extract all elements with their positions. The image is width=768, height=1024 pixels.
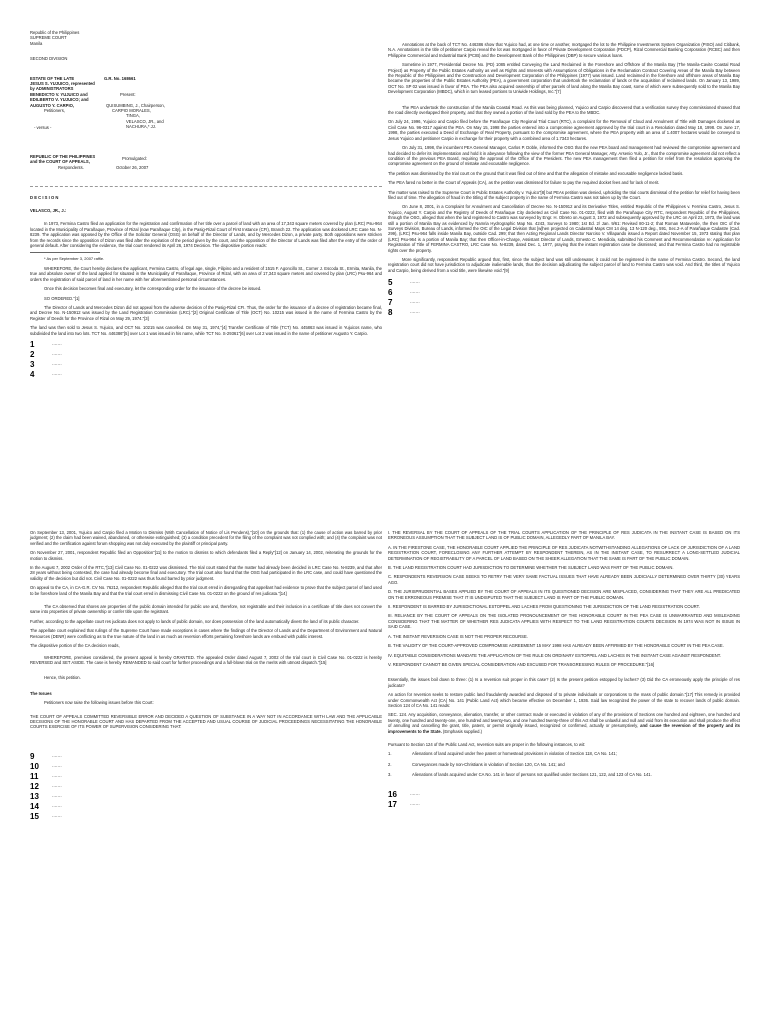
footnote-marker: 12 ....... [30,782,62,792]
issue-item: IV. EQUITABLE CONSIDERATIONS MANDATE THE APPLICATION OF THE RULE ON ORDINARY ESTOPPEL AND LACHES IN THE INSTANT CASE AGAINST RESPONDENT. [388,652,722,658]
footnote-marker: 6 ....... [388,287,420,297]
page-2: Annotations at the back of TCT No. 446386 show that Yujuico had, at one time or another, mortgaged the lot to the Philippine Investments System Organization (PISO) and Citibank, N.A. Annotations in the title of petitioner Carpio reveal the lot was mortgaged in favor of Private Development Corporation (PDCP), Rizal Commercial Banking Corporation (RCBC) and then Philippine Commercial and Industrial Bank (PCIB) and the Development Bank of the Philippines (DBP) to secure various loans. Sometime in 1977, Presidential Decree No. (PD) 1085 entitled Conveying the Land Reclaimed in the Foreshore and Offshore of the Manila Bay (The Manila-Cavite Coastal Road Project) as Property of the Public Estates Authority as well as Rights and Interests with Assumptions of Obligations in the Reclamation Contract Covering Areas of the Manila Bay between the Republic of the Philippines and the Construction and Development Corporation of the Philippines (1977) was issued. Land reclaimed in the foreshore and offshore areas of Manila Bay became the properties of the Public Estates Authority (PEA), a government corporation that undertook the reclamation of lands or the acquisition of reclaimed lands. On January 13, 1989, OCT No. SP 02 was issued in favor of PEA. The PEA also acquired ownership of other parcels of land along the Manila Bay coast, some of which were subsequently sold to the Manila Bay Development Corporation (MBDC), which in turn leased portions to Uniwide Holdings, Inc."[7] The PEA undertook the construction of the Manila Coastal Road. As this was being planned, Yujuico and Carpio discovered that a verification survey they commissioned showed that the road directly overlapped their property, and that they owned a portion of the land sold by the PEA to the MBDC. On July 24, 1996, Yujuico and Carpio filed before the Parañaque City Regional Trial Court (RTC), a complaint for the Removal of Cloud and Annulment of Title with Damages docketed as Civil Case No. 96-0317 against the PEA. On May 15, 1998 the parties entered into a compromise agreement approved by the trial court in a Resolution dated May 18, 1998. On June 17, 1998, the parties executed a Deed of Exchange of Real Property, pursuant to the compromise agreement, where the PEA property with an area of 1.4007 hectares would be conveyed to Jesus Yujuico and petitioner Carpio in exchange for their property with a combined area of 1.7343 hectares. On July 31, 1998, the incumbent PEA General Manager, Carlos P. Doble, informed the OSG that the new PEA board and management had reviewed the compromise agreement and had decided to defer its implementation and hold it in abeyance following the view of the former PEA General Manager, Atty. Arsenio Yulo, Jr., that the compromise agreement did not reflect a condition of the previous PEA Board, requiring the approval of the Office of the President. The new PEA management then filed a petition for relief from the resolution approving the compromise agreement on the ground of mistake and excusable negligence. The petition was dismissed by the trial court on the ground that it was filed out of time and that the allegation of mistake and excusable negligence lacked basis. The PEA fared no better in the Court of Appeals (CA), as the petition was dismissed for failure to pay the required docket fees and for lack of merit. The matter was raised to the Supreme Court in Public Estates Authority v. Yujuico"[8] but PEAs petition was denied, upholding the trial courts dismissal of the petition for relief for having been filed out of time. The allegation of fraud in the titling of the subject property in the name of Fermina Castro was not taken up by the Court. On June 8, 2001, in a Complaint for Annulment and Cancellation of Decree No. N-150912 and its Derivative Titles, entitled Republic of the Philippines v. Fermina Castro, Jesus S. Yujuico, August Y. Carpio and the Registry of Deeds of Parañaque City docketed as Civil Case No. 01-0222, filed with the Parañaque City RTC, respondent Republic of the Philippines, through the OSG, alleged that when the land registered to Castro was surveyed by Engr. H. Obreto on August 3, 1972 and subsequently approved by the LRC on April 23, 1973, the land was still a portion of Manila Bay as evidenced by Namria Hydrographic Map No. 4243, Surveys to 1980; 1st Ed. 2/ Jan. 9/61: Revised 80-11-2; that Roman Mataverde, the then OIC of the Surveys Division, Bureau of Lands, informed the OIC of the Legal Division that [w]hen projected on Cadastral Maps CM 14 deg. 13 N-120 deg., 591, Sec.2-A of Parañaque Cadastre (Cad. 299), (LRC) Psu-964 falls inside Manila Bay, outside Cad. 299; that then Acting Regional Lands Director Narciso V. Villapando issued a Report dated November 15, 1973 stating that plan (LRC) Psu-964 is a portion of Manila Bay; that then Officer-in-Charge, Assistant Director of Lands, Ernesto C. Mendiola, submitted his Comment and Recommendation re: Application for Registration of Title of FERMINA CASTRO, LRC Case No. N-8239, dated Dec. 1, 1977, praying that the instant registration case be dismissed; and that Fermina Castro had no registrable rights over the property. More significantly, respondent Republic argued that, first, since the subject land was still underwater, it could not be registered in the name of Fermina Castro. Second, the land registration court did not have jurisdiction to adjudicate inalienable lands, thus the decision adjudicating the subject parcel of land to Fermina Castro was void. And third, the titles of Yujuico and Carpio, being derived from a void title, were likewise void."[9] 5 ....... 6 ....... 7 ....... 8 ....... [388,42,740,317]
footnote-marker: 10 ....... [30,762,62,772]
footnote-marker: 14 ....... [30,802,62,812]
page-4: I. THE REVERSAL BY THE COURT OF APPEALS OF THE TRIAL COURTS APPLICATION OF THE PRINCIPLE OF RES JUDICATA IN THE INSTANT CASE IS BASED ON ITS ERRONEOUS ASSUMPTION THAT THE SUBJECT LAND IS OF PUBLIC DOMAIN, ALLEGEDLY PART OF MANILA BAY. A. IN THE FIRESTONE CASE, THE HONORABLE COURT APPLIED THE PRINCIPLE OF RES JUDICATA NOTWITHSTANDING ALLEGATIONS OF LACK OF JURISDICTION OF A LAND REGISTRATION COURT, FORECLOSING ANY FURTHER ATTEMPT BY RESPONDENT THEREIN, AS IN THE INSTANT CASE, TO RESURRECT A LONG-SETTLED JUDICIAL DETERMINATION OF REGISTRABILITY OF A PARCEL OF LAND BASED ON THE SHEER ALLEGATION THAT THE SAME IS PART OF THE PUBLIC DOMAIN. B. THE LAND REGISTRATION COURT HAD JURISDICTION TO DETERMINE WHETHER THE SUBJECT LAND WAS PART OF THE PUBLIC DOMAIN. C. RESPONDENTS REVERSION CASE SEEKS TO RETRY THE VERY SAME FACTUAL ISSUES THAT HAVE ALREADY BEEN JUDICIALLY DETERMINED OVER THIRTY (30) YEARS AGO. D. THE JURISPRUDENTIAL BASES APPLIED BY THE COURT OF APPEALS IN ITS QUESTIONED DECISION ARE MISPLACED, CONSIDERING THAT THEY ARE ALL PREDICATED ON THE ERRONEOUS PREMISE THAT IT IS UNDISPUTED THAT THE SUBJECT LAND IS PART OF THE PUBLIC DOMAIN. II. RESPONDENT IS BARRED BY JURISDICTIONAL ESTOPPEL AND LACHES FROM QUESTIONING THE JURISDICTION OF THE LAND REGISTRATION COURT. III. RELIANCE BY THE COURT OF APPEALS ON THE ISOLATED PRONOUNCEMENT OF THE HONORABLE COURT IN THE PEA CASE IS UNWARRANTED AND MISLEADING CONSIDERING THAT THE MATTER OF WHETHER RES JUDICATA APPLIES WITH RESPECT TO THE LAND REGISTRATION COURTS DECISION IN 1974 WAS NOT IN ISSUE IN SAID CASE. A. THE INSTANT REVERSION CASE IS NOT THE PROPER RECOURSE. B. THE VALIDITY OF THE COURT-APPROVED COMPROMISE AGREEMENT 15 MAY 1998 HAS ALREADY BEEN AFFIRMED BY THE HONORABLE COURT IN THE PEA CASE. IV. EQUITABLE CONSIDERATIONS MANDATE THE APPLICATION OF THE RULE ON ORDINARY ESTOPPEL AND LACHES IN THE INSTANT CASE AGAINST RESPONDENT. V. RESPONDENT CANNOT BE GIVEN SPECIAL CONSIDERATION AND EXCUSED FOR TRANSGRESSING RULES OF PROCEDURE."[16] Essentially, the issues boil down to three: (1) Is a reversion suit proper in this case? (2) Is the present petition estopped by laches? (3) Did the CA erroneously apply the principle of res judicata? An action for reversion seeks to restore public land fraudulently awarded and disposed of to private individuals or corporations to the mass of public domain."[17] This remedy is provided under Commonwealth Act (CA) No. 141 (Public Land Act) which became effective on December 1, 1936. Said law recognized the power of the state to recover lands of public domain. Section 124 of CA No. 141 reads: SEC. 124. Any acquisition, conveyance, alienation, transfer, or other contract made or executed in violation of any of the provisions of Sections one hundred and eighteen, one hundred and twenty, one hundred and twenty-one, one hundred and twenty-two, and one hundred twenty-three of this Act shall be unlawful and null and void from its execution and shall produce the effect of annulling and cancelling the grant, title, patent, or permit originally issued, recognized or confirmed, actually or presumptively, and cause the reversion of the property and its improvements to the State. (Emphasis supplied.) Pursuant to Section 124 of the Public Land Act, reversion suits are proper in the following instances, to wit: 1. Alienations of land acquired under free patent or homestead provisions in violation of Section 118, CA No. 141; 2. Conveyances made by non-Christians in violation of Section 120, CA No. 141; and 3. Alienations of lands acquired under CA No. 141 in favor of persons not qualified under Sections 121, 122, and 123 of CA No. 141. 16 ....... 17 ....... [388,530,741,809]
footnote-marker: 17 ....... [388,799,420,809]
issue-item: C. RESPONDENTS REVERSION CASE SEEKS TO RETRY THE VERY SAME FACTUAL ISSUES THAT HAVE ALREADY BEEN JUDICIALLY DETERMINED OVER THIRTY (30) YEARS AGO. [388,574,740,585]
footnote-list [388,277,740,317]
section-124: SEC. 124. Any acquisition, conveyance, alienation, transfer, or other contract made or executed in violation of any of the provisions of Sections one hundred and eighteen, one hundred and twenty, one hundred and twenty-one, one hundred and twenty-two, and one hundred twenty-three of this Act shall be unlawful and null and void from its execution and shall produce the effect of annulling and cancelling the grant, title, patent, or permit originally issued, recognized or confirmed, actually or presumptively, and cause the reversion of the property and its improvements to the State. (Emphasis supplied.) [388,712,741,734]
issues-heading: The Issues [30,690,52,696]
footnote-marker: 7 ....... [388,297,420,307]
case-caption: ESTATE OF THE LATE JESUS S. YUJUICO, represented by ADMINISTRATORS BENEDICTO V. YUJUICO and EDILBERTO V. YUJUICO; and AUGUSTO Y. CARPIO, G.R. No. 168661 Present: QUISUMBING, J., Chairperson, CARPIO MORALES, TINGA, VELASCO, JR., and NACHURA,* JJ. Petitioners, - versus - [30,75,165,130]
footnote-marker: 3 ....... [30,360,62,370]
footnote-marker: 13 ....... [30,792,62,802]
promulgation-date: October 26, 2007 [116,164,149,170]
decision-heading: D E C I S I O N [30,194,59,200]
footnote-marker: 2 ....... [30,350,62,360]
footnote-star: * As per September 3, 2007 raffle. [44,256,105,262]
footnote-marker: 4 ....... [30,370,62,380]
court-header: Republic of the Philippines SUPREME COURT Manila [30,30,80,46]
issue-item: III. RELIANCE BY THE COURT OF APPEALS ON THE ISOLATED PRONOUNCEMENT OF THE HONORABLE COURT IN THE PEA CASE IS UNWARRANTED AND MISLEADING CONSIDERING THAT THE MATTER OF WHETHER RES JUDICATA APPLIES WITH RESPECT TO THE LAND REGISTRATION COURTS DECISION IN 1974 WAS NOT IN ISSUE IN SAID CASE. [388,613,740,630]
issue-item: A. THE INSTANT REVERSION CASE IS NOT THE PROPER RECOURSE. [388,633,528,639]
issue-item: V. RESPONDENT CANNOT BE GIVEN SPECIAL CONSIDERATION AND EXCUSED FOR TRANSGRESSING RULES OF PROCEDURE."[16] [388,661,655,667]
issue-item: I. THE REVERSAL BY THE COURT OF APPEALS OF THE TRIAL COURTS APPLICATION OF THE PRINCIPLE OF RES JUDICATA IN THE INSTANT CASE IS BASED ON ITS ERRONEOUS ASSUMPTION THAT THE SUBJECT LAND IS OF PUBLIC DOMAIN, ALLEGEDLY PART OF MANILA BAY. [388,530,740,541]
gr-number: G.R. No. 168661 [104,75,136,81]
footnote-marker: 15 ....... [30,812,62,822]
issue-item: A. IN THE FIRESTONE CASE, THE HONORABLE COURT APPLIED THE PRINCIPLE OF RES JUDICATA NOTWITHSTANDING ALLEGATIONS OF LACK OF JURISDICTION OF A LAND REGISTRATION COURT, FORECLOSING ANY FURTHER ATTEMPT BY RESPONDENT THEREIN, AS IN THE INSTANT CASE, TO RESURRECT A LONG-SETTLED JUDICIAL DETERMINATION OF REGISTRABILITY OF A PARCEL OF LAND BASED ON THE SHEER ALLEGATION THAT THE SAME IS PART OF THE PUBLIC DOMAIN. [388,544,740,561]
ca-dispositive-quote: WHEREFORE, premises considered, the present appeal is hereby GRANTED. The appealed Order dated August 7, 2002 of the trial court in Civil Case No. 01-0222 is hereby REVERSED and SET ASIDE. The case is hereby REMANDED to said court for further proceedings and a full-blown trial on the merits with utmost dispatch."[15] [30,654,382,665]
footnote-marker: 11 ....... [30,772,62,782]
reversion-list: 1. Alienations of land acquired under free patent or homestead provisions in violation of Section 118, CA No. 141; 2. Conveyances made by non-Christians in violation of Section 120, CA No. 141; and 3. Alienations of lands acquired under CA No. 141 in favor of persons not qualified under Sections 121, 122, and 123 of CA No. 141. [388,751,652,778]
page-1: Republic of the Philippines SUPREME COURT Manila SECOND DIVISION ESTATE OF THE LATE JESUS S. YUJUICO, represented by ADMINISTRATORS BENEDICTO V. YUJUICO and EDILBERTO V. YUJUICO; and AUGUSTO Y. CARPIO, G.R. No. 168661 Present: QUISUMBING, J., Chairperson, CARPIO MORALES, TINGA, VELASCO, JR., and NACHURA,* JJ. Petitioners, - versus - REPUBLIC OF THE PHILIPPINES and the COURT OF APPEALS, Respondents. Promulgated: October 26, 2007 D E C I S I O N VELASCO, JR., J.: In 1973, Fermina Castro filed an application for the registration and confirmation of her title over a parcel of land with an area of 17,343 square meters covered by plan (LRC) Psu-964 located in the Municipality of Parañaque, Province of Rizal (now Parañaque City), in the Pasig-Rizal Court of First Instance (CFI), Branch 22. The application was docketed LRC Case No. N-8239. The application was opposed by the Office of the Solicitor General (OSG) on behalf of the Director of Lands, and by Mercedes Dizon, a private party. Both oppositions were stricken from the records since the opposition of Dizon was filed after the expiration of the period given by the court, and the opposition of the Director of Lands was filed after the entry of the order of general default. After considering the evidence, the trial court rendered its April 26, 1974 Decision. The dispositive portion reads: * As per September 3, 2007 raffle. WHEREFORE, the Court hereby declares the applicant, Fermina Castro, of legal age, single, Filipino and a resident of 1515 F. Agoncillo St., Corner J. Escoda St., Ermita, Manila, the true and absolute owner of the land applied for situated in the Municipality of Parañaque, Province of Rizal, with an area of 17,343 square meters and covered by plan (LRC) Psu-964 and orders the registration of said parcel of land in her name with her aforementioned personal circumstances. Once this decision becomes final and executory, let the corresponding order for the issuance of the decree be issued. SO ORDERED."[1] The Director of Lands and Mercedes Dizon did not appeal from the adverse decision of the Pasig-Rizal CFI. Thus, the order for the issuance of a decree of registration became final, and Decree No. N-150912 was issued by the Land Registration Commission (LRC)."[2] Original Certificate of Title (OCT) No. 10215 was issued in the name of Fermina Castro by the Register of Deeds for the Province of Rizal on May 29, 1974."[3] The land was then sold to Jesus S. Yujuico, and OCT No. 10215 was cancelled. On May 31, 1974,"[4] Transfer Certificate of Title (TCT) No. 445863 was issued in Yujuicos name, who subdivided the land into two lots. TCT No. 446386"[5] over Lot 1 was issued in his name, while TCT No. S-29361"[6] over Lot 2 was issued in the name of petitioner Augusto Y. Carpio. 1 ....... 2 ....... 3 ....... 4 ....... [30,30,382,380]
footnote-marker: 1 ....... [30,340,62,350]
footnote-marker: 5 ....... [388,277,420,287]
footnote-marker: 9 ....... [30,752,62,762]
footnote-marker: 16 ....... [388,789,420,799]
footnote-marker: 8 ....... [388,307,420,317]
ponente: VELASCO, JR., J.: [30,208,67,214]
page-3: On September 13, 2001, Yujuico and Carpio filed a Motion to Dismiss (With Cancellation of Notice of Lis Pendens),"[10] on the grounds that: (1) the cause of action was barred by prior judgment; (2) the claim had been waived, abandoned, or otherwise extinguished; (3) a condition precedent for the filing of the complaint was not complied with; and (4) the complaint was not verified and the certification against forum shopping was not duly executed by the plaintiff or principal party. On November 27, 2001, respondent Republic filed an Opposition"[11] to the motion to dismiss to which defendants filed a Reply"[12] on January 14, 2002, reiterating the grounds for the motion to dismiss. In the August 7, 2002 Order of the RTC,"[13] Civil Case No. 01-0222 was dismissed. The trial court stated that the matter had already been decided in LRC Case No. N-8239, and that after 28 years without being contested, the case had already become final and executory. The trial court also found that the OSG had participated in the LRC case, and could have questioned the validity of the decision but did not. Civil Case No. 01-0222 was thus found barred by prior judgment. On appeal to the CA, in CA-G.R. CV No. 76212, respondent Republic alleged that the trial court erred in disregarding that appellant had evidence to prove that the subject parcel of land used to be foreshore land of the Manila Bay and that the trial court erred in dismissing Civil Case No. 01-0222 on the ground of res judicata."[14] The CA observed that shores are properties of the public domain intended for public use and, therefore, not registrable and their inclusion in a certificate of title does not convert the same into properties of private ownership or confer title upon the registrant. Further, according to the appellate court res judicata does not apply to lands of public domain, nor does possession of the land automatically divest the land of its public character. The appellate court explained that rulings of the Supreme Court have made exceptions in cases where the findings of the Director of Lands and the Department of Environment and Natural Resources (DENR) were conflicting as to the true nature of the land in as much as reversion efforts pertaining foreshore lands are embued with public interest. The dispositive portion of the CA decision reads, WHEREFORE, premises considered, the present appeal is hereby GRANTED. The appealed Order dated August 7, 2002 of the trial court in Civil Case No. 01-0222 is hereby REVERSED and SET ASIDE. The case is hereby REMANDED to said court for further proceedings and a full-blown trial on the merits with utmost dispatch."[15] Hence, this petition. The Issues Petitioners now raise the following issues before this Court: THE COURT OF APPEALS COMMITTED REVERSIBLE ERROR AND DECIDED A QUESTION OF SUBSTANCE IN A WAY NOT IN ACCORDANCE WITH LAW AND THE APPLICABLE DECISIONS OF THE HONORABLE COURT AND HAS DEPARTED FROM THE ACCEPTED AND USUAL COURSE OF JUDICIAL PROCEEDINGS NECESSITATING THE HONORABLE COURTS EXERCISE OF ITS POWER OF SUPERVISION CONSIDERING THAT: 9 ....... 10 ....... 11 ....... 12 ....... 13 ....... 14 ....... 15 ....... [30,530,382,822]
division: SECOND DIVISION [30,56,68,62]
footnote-list [388,790,740,810]
issue-item: II. RESPONDENT IS BARRED BY JURISDICTIONAL ESTOPPEL AND LACHES FROM QUESTIONING THE JURISDICTION OF THE LAND REGISTRATION COURT. [388,604,700,610]
footnote-list [30,752,382,822]
dispositive-quote: WHEREFORE, the Court hereby declares the applicant, Fermina Castro, of legal age, single, Filipino and a resident of 1515 F. Agoncillo St., Corner J. Escoda St., Ermita, Manila, the true and absolute owner of the land applied for situated in the Municipality of Parañaque, Province of Rizal, with an area of 17,343 square meters and covered by plan (LRC) Psu-964 and orders the registration of said parcel of land in her name with her aforementioned personal circumstances. [30,265,382,282]
issue-item: B. THE LAND REGISTRATION COURT HAD JURISDICTION TO DETERMINE WHETHER THE SUBJECT LAND WAS PART OF THE PUBLIC DOMAIN. [388,565,674,571]
footnote-list [30,340,382,380]
issue-item: D. THE JURISPRUDENTIAL BASES APPLIED BY THE COURT OF APPEALS IN ITS QUESTIONED DECISION ARE MISPLACED, CONSIDERING THAT THEY ARE ALL PREDICATED ON THE ERRONEOUS PREMISE THAT IT IS UNDISPUTED THAT THE SUBJECT LAND IS PART OF THE PUBLIC DOMAIN. [388,589,740,600]
issue-item: B. THE VALIDITY OF THE COURT-APPROVED COMPROMISE AGREEMENT 15 MAY 1998 HAS ALREADY BEEN AFFIRMED BY THE HONORABLE COURT IN THE PEA CASE. [388,643,724,649]
